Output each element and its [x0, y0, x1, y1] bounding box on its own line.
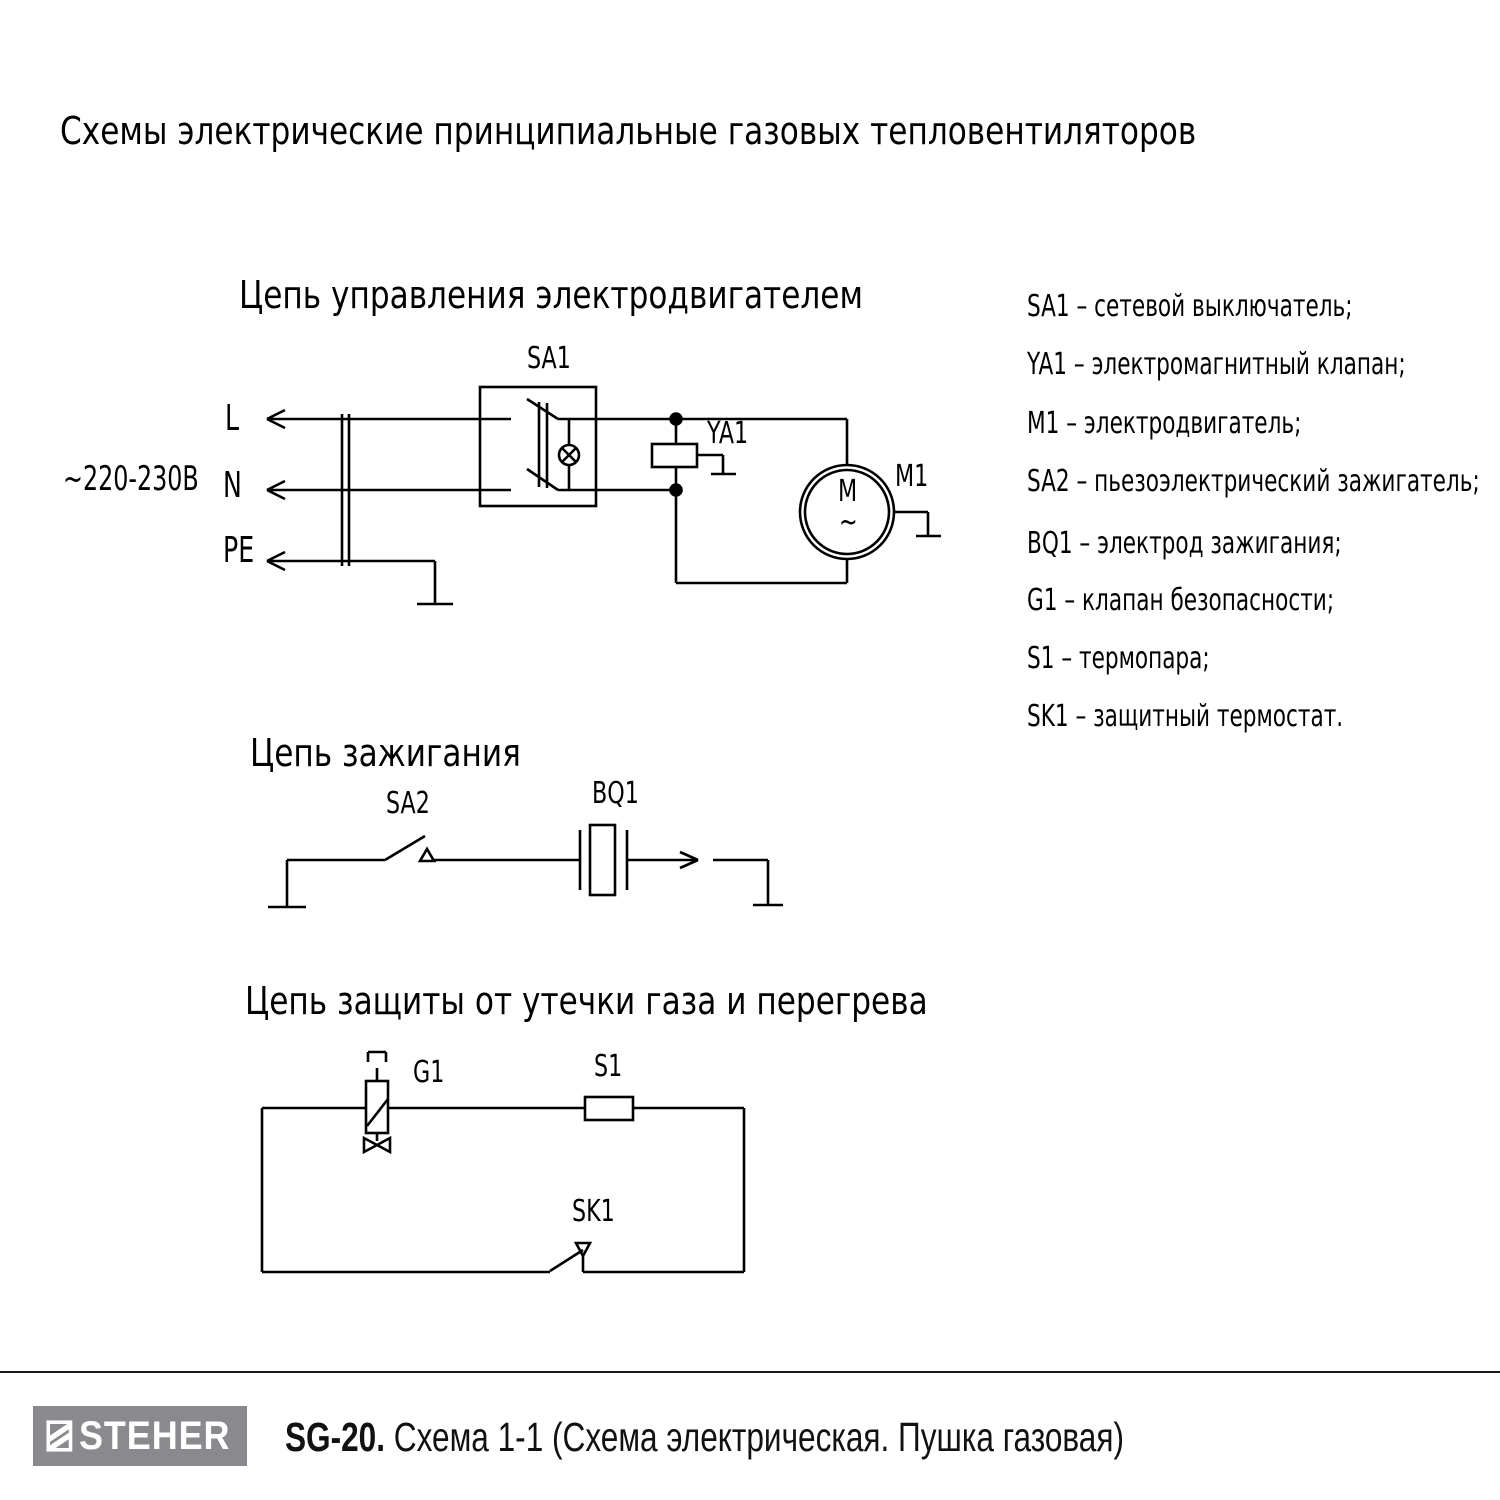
spark-arrow-icon: [627, 852, 698, 868]
page-title: Схемы электрические принципиальные газовых тепловентиляторов: [60, 109, 1197, 153]
sk1-label: SK1: [572, 1194, 615, 1229]
footer-divider: [0, 1371, 1500, 1373]
legend-item: G1 – клапан безопасности;: [1027, 583, 1335, 618]
sa1-label: SA1: [527, 341, 571, 376]
legend-item: SK1 – защитный термостат.: [1027, 699, 1344, 734]
wire-pe-label: PE: [223, 530, 255, 571]
steher-logo-text: STEHER: [78, 1413, 231, 1458]
sa2-switch-icon: [385, 836, 434, 861]
motor-letter: M: [838, 474, 858, 509]
legend-item: SA1 – сетевой выключатель;: [1027, 289, 1353, 324]
footer-caption: [285, 1414, 1124, 1461]
sa1-switch-icon: [480, 399, 676, 490]
legend-item: M1 – электродвигатель;: [1027, 406, 1302, 441]
ignition-circuit: [268, 825, 783, 907]
legend-item: SA2 – пьезоэлектрический зажигатель;: [1027, 464, 1480, 499]
steher-logo: [33, 1406, 247, 1466]
legend-item: S1 – термопара;: [1027, 641, 1210, 676]
motor-ac-symbol: ~: [839, 505, 858, 540]
wire-l-label: L: [225, 398, 240, 439]
ya1-label: YA1: [707, 416, 749, 451]
ground-icon: [268, 860, 306, 907]
model-number: SG-20.: [285, 1414, 386, 1460]
g1-safety-valve-icon: [364, 1052, 390, 1152]
lamp-icon: [559, 419, 579, 490]
ignition-title: Цепь зажигания: [250, 731, 521, 775]
line-wire-arrow-icon: [267, 410, 480, 428]
steher-logo-icon: [46, 1418, 73, 1454]
motor-control-title: Цепь управления электродвигателем: [239, 273, 863, 317]
g1-label: G1: [413, 1055, 445, 1090]
sa2-label: SA2: [386, 786, 430, 821]
bq1-label: BQ1: [592, 776, 639, 811]
sk1-thermostat-icon: [550, 1243, 590, 1272]
motor-wires: [676, 416, 847, 583]
wire-n-label: N: [223, 465, 242, 506]
protection-circuit: [262, 1049, 744, 1272]
m1-label: M1: [895, 459, 929, 494]
legend-item: YA1 – электромагнитный клапан;: [1027, 347, 1406, 382]
bq1-electrode-icon: [580, 825, 627, 895]
s1-label: S1: [594, 1049, 623, 1084]
scheme-caption: Схема 1-1 (Схема электрическая. Пушка газовая): [393, 1414, 1124, 1460]
ground-icon: [713, 860, 783, 905]
pe-wire-arrow-icon: [267, 552, 453, 604]
neutral-wire-arrow-icon: [267, 481, 480, 499]
legend-item: BQ1 – электрод зажигания;: [1027, 526, 1342, 561]
s1-thermocouple-icon: [585, 1097, 633, 1120]
protection-title: Цепь защиты от утечки газа и перегрева: [245, 979, 928, 1023]
voltage-label: ~220-230В: [63, 459, 199, 499]
